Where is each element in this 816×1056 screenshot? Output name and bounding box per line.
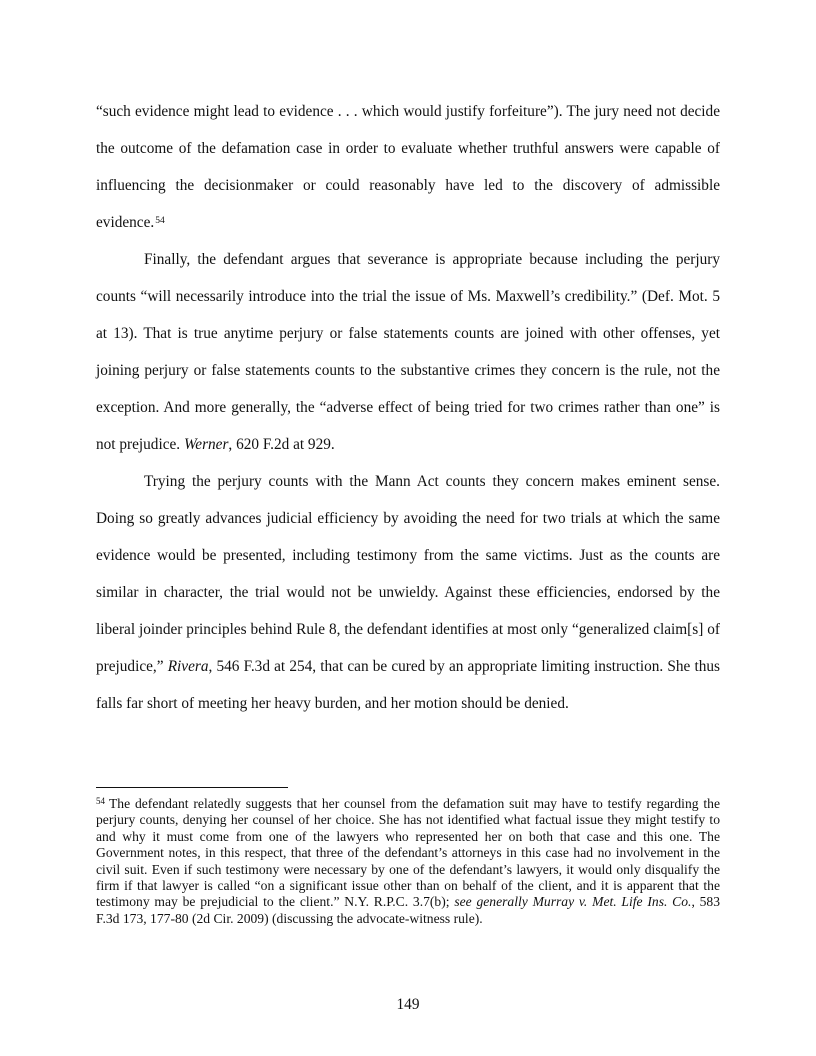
paragraph-text: , 620 F.2d at 929.: [228, 436, 335, 453]
paragraph-text: Finally, the defendant argues that severance is appropriate because including the perjury counts “will necessarily introduce into the trial the issue of Ms. Maxwell’s credibility.” (Def. Mot. 5 at 13). That is true anytime perjury or false statements counts are joined with other offenses, yet joining perjury or false statements counts to the substantive crimes they concern is the rule, not the exception. And more generally, the “adverse effect of being tried for two crimes rather than one” is not prejudice.: [96, 251, 720, 453]
paragraph-severance-argument: [96, 241, 720, 463]
paragraph-text: Trying the perjury counts with the Mann Act counts they concern makes eminent sense. Doing so greatly advances judicial efficiency by avoiding the need for two trials at which the same evidence would be presented, including testimony from the same victims. Just as the counts are similar in character, the trial would not be unwieldy. Against these efficiencies, endorsed by the liberal joinder principles behind Rule 8, the defendant identifies at most only “generalized claim[s] of prejudice,”: [96, 473, 720, 675]
footnote: [96, 796, 720, 927]
footnote-reference: 54: [155, 216, 165, 226]
footnote-text: , 583 F.3d 173, 177-80 (2d Cir. 2009) (discussing the advocate-witness rule).: [96, 894, 721, 926]
paragraph-text: , 546 F.3d at 254, that can be cured by an appropriate limiting instruction. She thus falls far short of meeting her heavy burden, and her motion should be denied.: [96, 658, 720, 712]
footnote-divider: [96, 787, 288, 788]
footnote-number: 54: [96, 796, 105, 806]
case-citation: Werner: [183, 436, 229, 453]
case-citation: Rivera: [167, 658, 209, 675]
footnote-text: The defendant relatedly suggests that her counsel from the defamation suit may have to testify regarding the perjury counts, denying her counsel of her choice. She has not identified what factual issue they might testify to and why it must come from one of the lawyers who represented her on both that case and this one. The Government notes, in this respect, that three of the defendant’s attorneys in this case had no involvement in the civil suit. Even if such testimony were necessary by one of the defendant’s lawyers, it would only disqualify the firm if that lawyer is called “on a significant issue other than on behalf of the client, and it is apparent that the testimony may be prejudicial to the client.” N.Y. R.P.C. 3.7(b);: [96, 796, 720, 910]
body-text: [96, 93, 720, 722]
page-number: 149: [396, 996, 420, 1013]
footnote-citation: see generally Murray v. Met. Life Ins. Co.: [454, 894, 692, 910]
paragraph-conclusion: [96, 463, 720, 722]
paragraph-text: “such evidence might lead to evidence . . . which would justify forfeiture”). The jury need not decide the outcome of the defamation case in order to evaluate whether truthful answers were capable of influencing the decisionmaker or could reasonably have led to the discovery of admissible evidence.: [96, 103, 720, 231]
paragraph-continuation: [96, 93, 720, 241]
